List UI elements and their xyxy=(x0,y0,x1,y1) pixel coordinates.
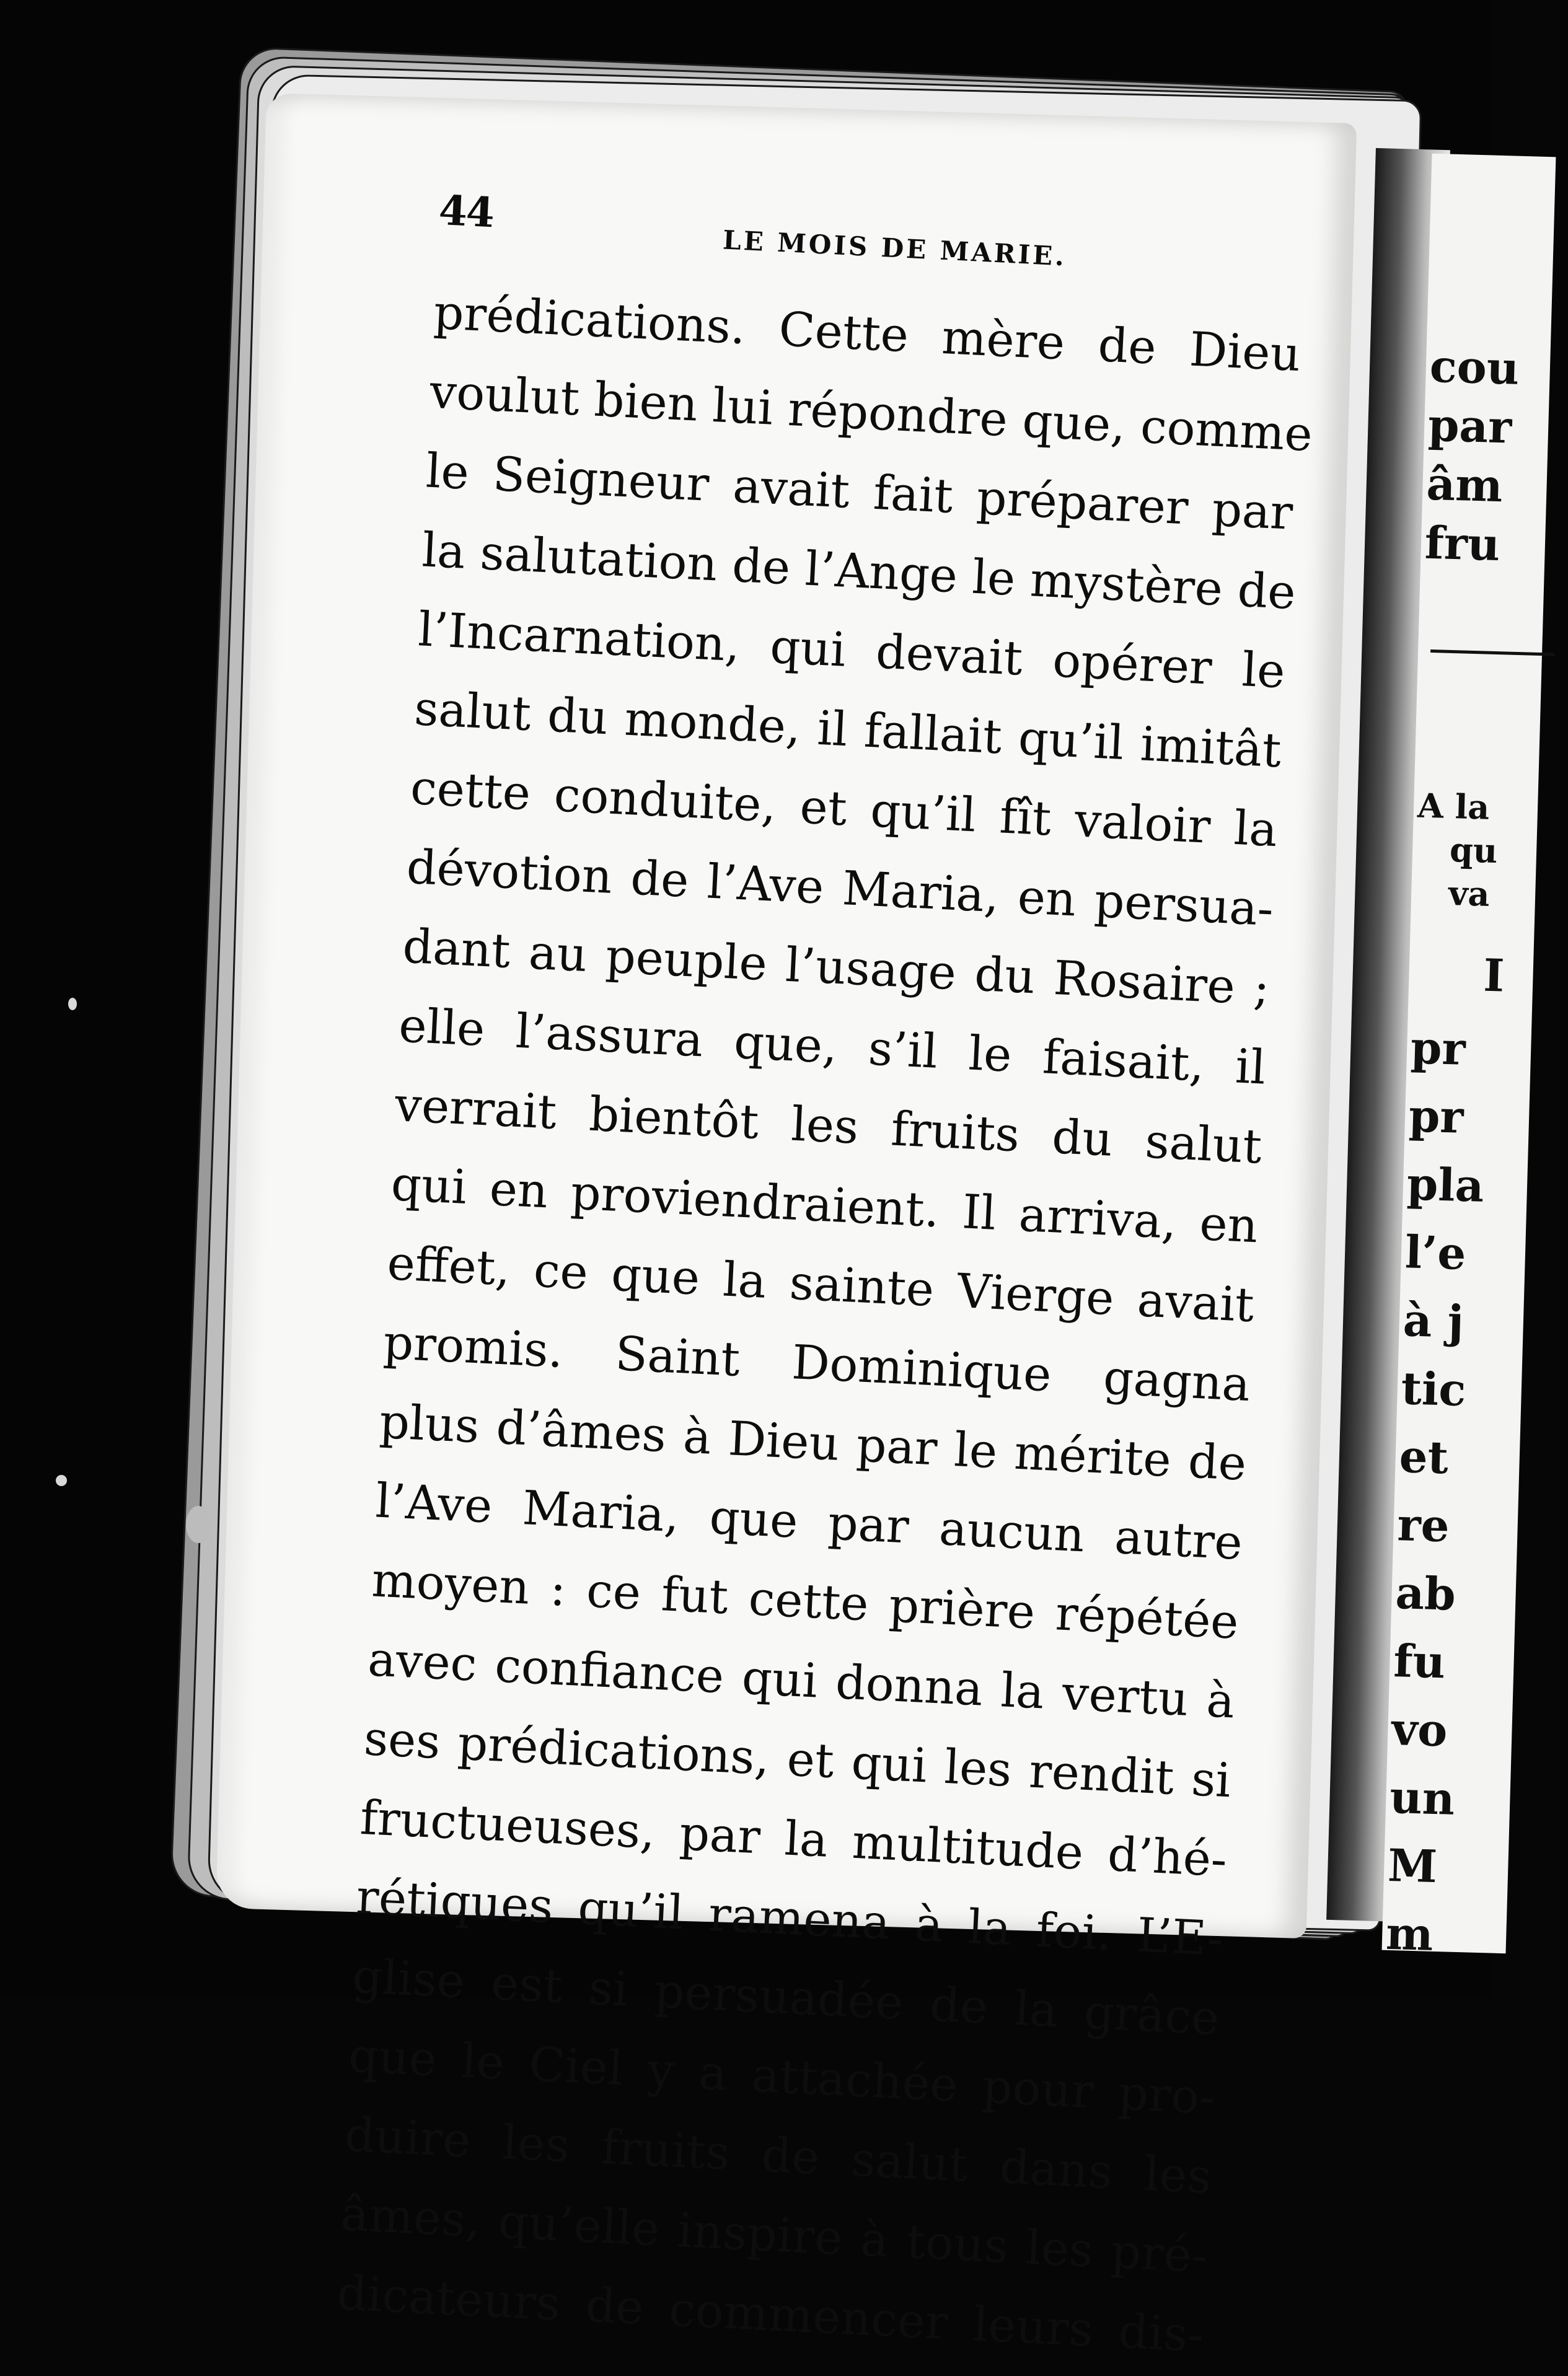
body-line: l’Incarnation, qui devait opérer le xyxy=(416,601,1287,699)
body-line: que le Ciel y a attachée pour pro- xyxy=(347,2027,1217,2125)
facing-page-fragment: A la xyxy=(1417,785,1491,827)
body-line: effet, ce que la sainte Vierge avait xyxy=(385,1234,1256,1333)
body-text xyxy=(335,273,1314,2375)
body-line: rétiques qu’il ramena à la foi. L’E- xyxy=(355,1868,1225,1967)
page-text-block xyxy=(335,186,1314,2375)
facing-page-fragment: un xyxy=(1389,1770,1456,1825)
facing-page-fragment: pr xyxy=(1410,1021,1466,1075)
body-line: cette conduite, et qu’il fît valoir la xyxy=(409,759,1279,858)
body-line: plus d’âmes à Dieu par le mérite de xyxy=(378,1393,1248,1491)
page-header: LE MOIS DE MARIE. xyxy=(722,224,1068,272)
facing-page-fragment: qu xyxy=(1449,830,1499,871)
facing-page-fragment: pr xyxy=(1407,1089,1464,1143)
body-line: dévotion de l’Ave Maria, en persua- xyxy=(405,838,1275,937)
body-line: promis. Saint Dominique gagna xyxy=(382,1314,1252,1412)
facing-page-fragment: et xyxy=(1398,1430,1450,1484)
body-line: dicateurs de commencer leurs dis- xyxy=(335,2264,1205,2363)
facing-page-fragment: tic xyxy=(1400,1362,1467,1417)
body-line: dant au peuple l’usage du Rosaire ; xyxy=(401,918,1271,1016)
facing-page-fragment: va xyxy=(1448,873,1491,914)
facing-page-fragment: cou xyxy=(1429,339,1520,395)
facing-page-fragment: vo xyxy=(1391,1702,1448,1757)
facing-page-fragment: l’e xyxy=(1404,1225,1467,1280)
facing-page-fragment: par xyxy=(1427,398,1513,454)
facing-page-rule xyxy=(1430,649,1554,656)
body-line: salut du monde, il fallait qu’il imitât xyxy=(413,680,1283,778)
facing-page-fragment: I xyxy=(1482,948,1505,1002)
body-line: elle l’assura que, s’il le faisait, il xyxy=(397,997,1267,1095)
dust-speck xyxy=(186,1506,211,1543)
body-line: voulut bien lui répondre que, comme xyxy=(428,363,1314,462)
dust-speck xyxy=(56,1475,67,1486)
facing-page-fragment: à j xyxy=(1402,1293,1464,1348)
facing-page-fragment: fru xyxy=(1424,516,1501,571)
facing-page-fragment: M xyxy=(1387,1838,1438,1893)
body-line: le Seigneur avait fait préparer par xyxy=(425,442,1295,540)
body-line: ses prédications, et qui les rendit si xyxy=(363,1710,1233,1808)
body-line: avec confiance qui donna la vertu à xyxy=(366,1631,1236,1729)
body-line: la salutation de l’Ange le mystère de xyxy=(421,522,1297,620)
body-line: fructueuses, par la multitude d’hé- xyxy=(359,1789,1228,1888)
facing-page-fragment: re xyxy=(1396,1498,1450,1552)
facing-page-fragment: pla xyxy=(1406,1157,1485,1212)
body-line: âmes, qu’elle inspire à tous les pré- xyxy=(339,2186,1209,2284)
body-line: duire les fruits de salut dans les xyxy=(343,2106,1213,2204)
dust-speck xyxy=(68,998,77,1010)
page-number: 44 xyxy=(438,186,495,237)
facing-page-fragment: m xyxy=(1385,1906,1434,1961)
facing-page-fragment: âm xyxy=(1425,457,1504,513)
body-line: l’Ave Maria, que par aucun autre xyxy=(374,1472,1244,1570)
body-line: glise est si persuadée de la grâce xyxy=(351,1948,1221,2046)
body-line: prédications. Cette mère de Dieu xyxy=(432,284,1302,382)
body-line: verrait bientôt les fruits du salut xyxy=(394,1076,1264,1174)
body-line: moyen : ce fut cette prière répétée xyxy=(370,1552,1240,1650)
facing-page-fragment: ab xyxy=(1394,1566,1456,1621)
body-line: qui en proviendraient. Il arriva, en xyxy=(390,1156,1259,1254)
facing-page-fragment: fu xyxy=(1393,1634,1447,1689)
